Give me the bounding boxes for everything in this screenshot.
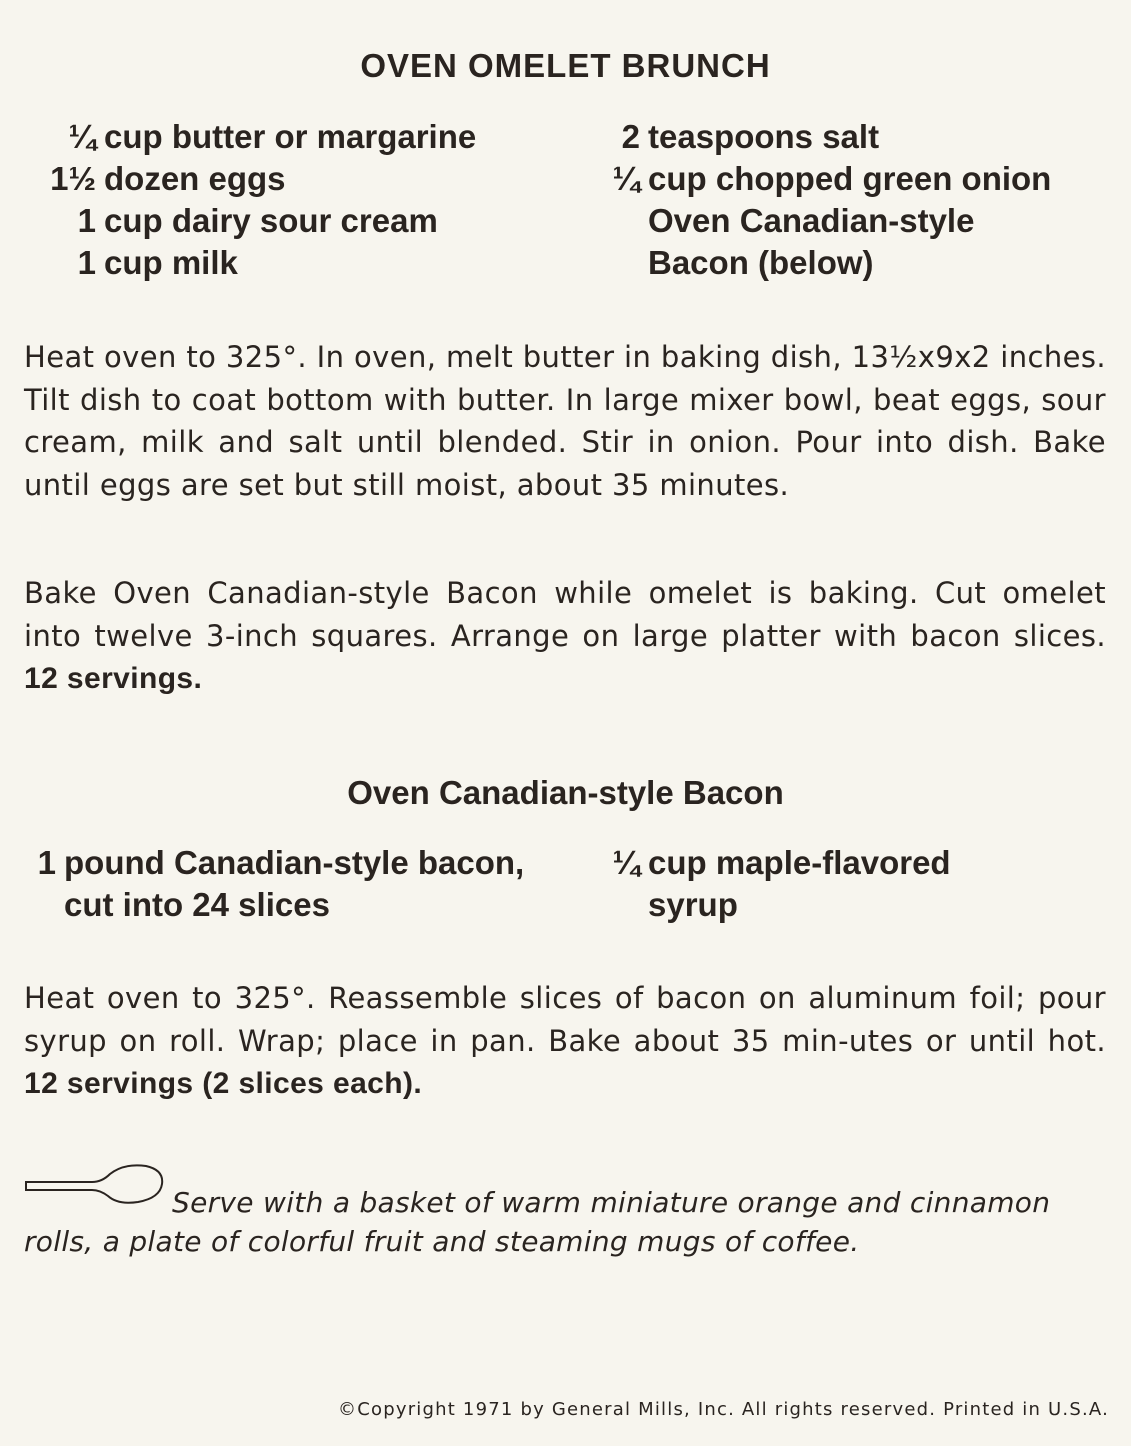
bacon-ingredients-left xyxy=(0,842,524,926)
ingredient xyxy=(568,242,1051,284)
ingredient xyxy=(568,884,951,926)
ingredient xyxy=(24,200,476,242)
ingredient xyxy=(0,842,524,884)
ingredient-qty: 1 xyxy=(37,844,56,881)
ingredients-right xyxy=(568,116,1051,284)
ingredient xyxy=(568,158,1051,200)
ingredient-item: syrup xyxy=(648,886,738,923)
ingredient-item: cup butter or margarine xyxy=(104,118,477,155)
ingredient-item: cut into 24 slices xyxy=(64,886,330,923)
ingredient-item: cup maple-flavored xyxy=(648,844,951,881)
ingredient-qty xyxy=(568,884,640,926)
ingredient-qty xyxy=(568,200,640,242)
ingredient-item: teaspoons salt xyxy=(648,118,880,155)
ingredient xyxy=(568,200,1051,242)
ingredient-qty: ¼ xyxy=(612,160,640,197)
ingredient-item: dozen eggs xyxy=(104,160,286,197)
sub-recipe-title: Oven Canadian-style Bacon xyxy=(347,774,784,811)
ingredient xyxy=(24,158,476,200)
ingredient-item: pound Canadian-style bacon, xyxy=(64,844,525,881)
ingredient-qty: 1 xyxy=(77,202,96,239)
ingredient xyxy=(24,116,476,158)
ingredient-qty: ¼ xyxy=(612,844,640,881)
ingredient-qty: 1 xyxy=(77,244,96,281)
directions-paragraph: Heat oven to 325°. In oven, melt butter in baking dish, 13½x9x2 inches. Tilt dish to coat bottom with butter. In large mixer bowl, beat eggs, sour cream, milk and salt until blended. Stir in onion. Pour into dish. Bake until eggs are set but still moist, about 35 minutes. xyxy=(24,340,1106,502)
ingredient-qty: 1½ xyxy=(50,160,96,197)
ingredient xyxy=(0,884,524,926)
ingredient-qty: 2 xyxy=(621,118,640,155)
ingredient-item: cup chopped green onion xyxy=(648,160,1052,197)
serving-tip: Serve with a basket of warm miniature orange and cinnamon rolls, a plate of colorful fruit and steaming mugs of coffee. xyxy=(24,1186,1051,1258)
copyright-notice: ©Copyright 1971 by General Mills, Inc. All rights reserved. Printed in U.S.A. xyxy=(338,1399,1109,1420)
ingredients-left xyxy=(24,116,476,284)
ingredient-qty: ¼ xyxy=(68,118,96,155)
ingredient xyxy=(568,116,1051,158)
yield-text: 12 servings. xyxy=(24,662,203,695)
ingredient-item: Oven Canadian-style xyxy=(648,202,975,239)
directions-paragraph xyxy=(24,977,1106,1106)
ingredient xyxy=(24,242,476,284)
directions-paragraph xyxy=(24,572,1106,701)
directions-text: Heat oven to 325°. Reassemble slices of bacon on aluminum foil; pour syrup on roll. Wrap; place in pan. Bake about 35 min-utes or until hot. xyxy=(24,981,1106,1058)
bacon-ingredients-right xyxy=(568,842,951,926)
ingredient-item: cup milk xyxy=(104,244,238,281)
ingredient xyxy=(568,842,951,884)
ingredient-qty xyxy=(568,242,640,284)
yield-text: 12 servings (2 slices each). xyxy=(24,1067,423,1100)
recipe-title: OVEN OMELET BRUNCH xyxy=(360,47,771,84)
directions-text: Bake Oven Canadian-style Bacon while omelet is baking. Cut omelet into twelve 3-inch squares. Arrange on large platter with bacon slices. xyxy=(24,576,1106,653)
ingredient-item: Bacon (below) xyxy=(648,244,874,281)
ingredient-item: cup dairy sour cream xyxy=(104,202,438,239)
